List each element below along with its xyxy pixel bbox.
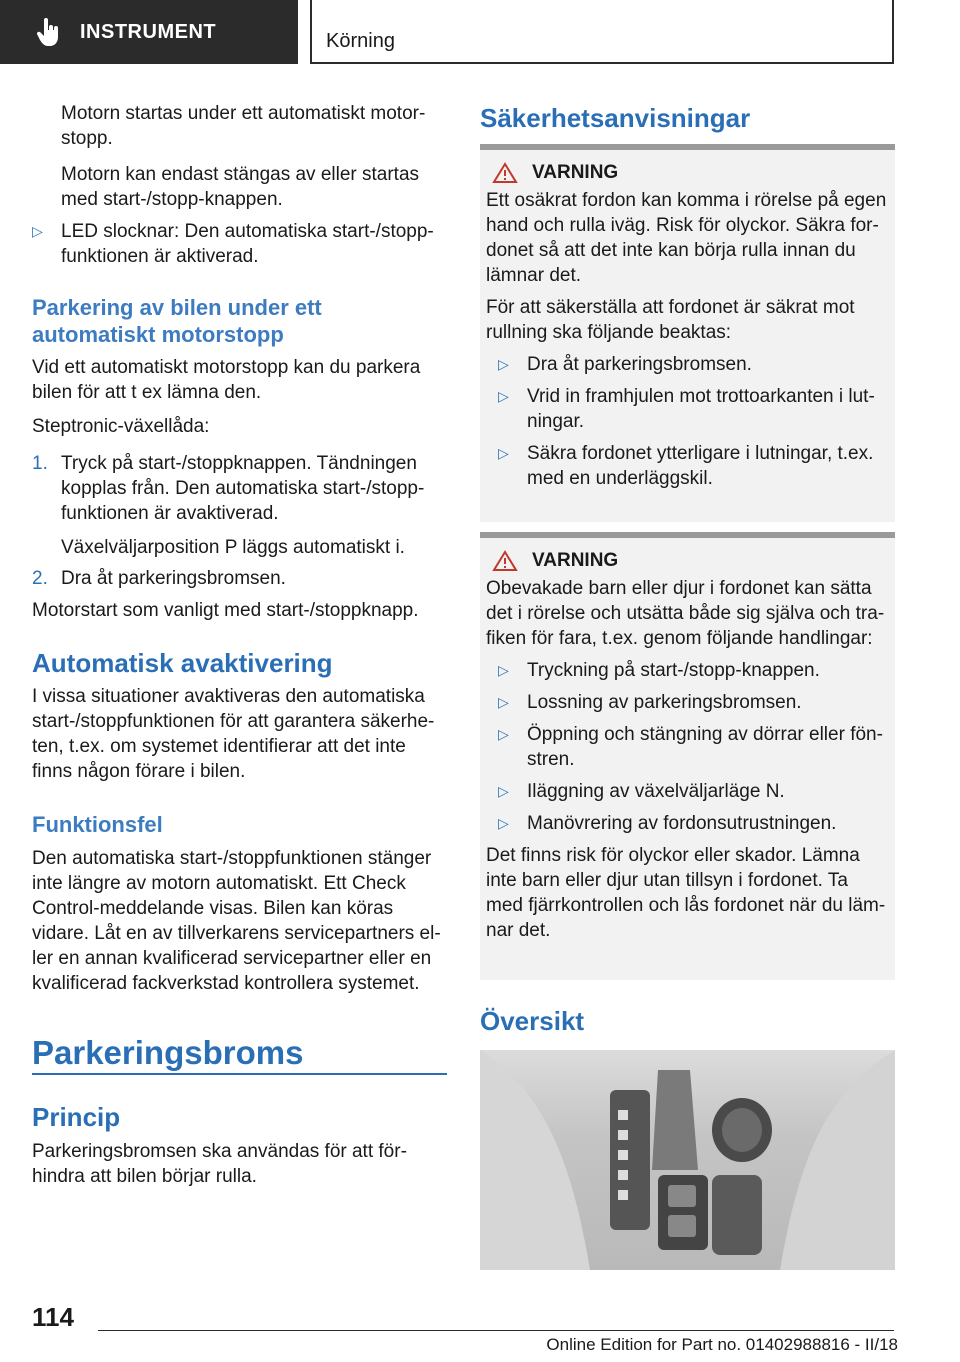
chapter-heading: Parkeringsbroms — [32, 1034, 304, 1071]
triangle-bullet-icon: ▷ — [498, 356, 509, 372]
list-item-text: Manövrering av fordonsutrustningen. — [527, 813, 837, 834]
triangle-bullet-icon: ▷ — [32, 223, 43, 239]
list-item — [486, 722, 887, 772]
triangle-bullet-icon: ▷ — [498, 388, 509, 404]
list-item-text: Lossning av parkeringsbromsen. — [527, 692, 802, 713]
list-item — [32, 451, 447, 526]
list-item-text: Tryckning på start-/stopp-knappen. — [527, 660, 820, 681]
paragraph: Det finns risk för olyckor eller skador. Lämna inte barn eller djur utan tillsyn i fordonet. Ta med fjärrkontrollen och lås fordonet när du läm-nar det. — [486, 845, 886, 941]
list-item-text: Vrid in framhjulen mot trottoarkanten i lut-ningar. — [527, 386, 875, 432]
list-item — [486, 352, 887, 377]
list-item-text: Tryck på start-/stoppknappen. Tändningen kopplas från. Den automatiska start-/stopp-funktionen är avaktiverad. — [61, 453, 425, 524]
paragraph: Motorn startas under ett automatiskt motor-stopp. — [61, 103, 426, 149]
triangle-bullet-icon: ▷ — [498, 694, 509, 710]
section-heading: Översikt — [480, 1006, 585, 1036]
list-item — [32, 566, 447, 591]
list-item — [486, 811, 887, 836]
chapter-label: Körning — [326, 30, 395, 52]
warning-box — [480, 144, 895, 522]
chapter-box — [310, 0, 894, 64]
warning-label: VARNING — [532, 550, 619, 571]
triangle-bullet-icon: ▷ — [498, 783, 509, 799]
heading-rule — [32, 1073, 447, 1075]
triangle-bullet-icon: ▷ — [498, 662, 509, 678]
list-item-text: Dra åt parkeringsbromsen. — [527, 354, 752, 375]
triangle-bullet-icon: ▷ — [498, 815, 509, 831]
warning-title — [486, 550, 887, 572]
gear-selector-photo — [480, 1050, 895, 1270]
list-item-text: Iläggning av växelväljarläge N. — [527, 781, 785, 802]
step-number: 1. — [32, 453, 48, 474]
subheading: Funktionsfel — [32, 812, 163, 837]
paragraph: Steptronic-växellåda: — [32, 416, 210, 437]
paragraph: Motorn kan endast stängas av eller startas med start-/stopp-knappen. — [61, 164, 420, 210]
section-heading: Säkerhetsanvisningar — [480, 103, 751, 133]
hand-pointer-icon — [28, 12, 68, 52]
section-tab — [0, 0, 298, 64]
subheading: Parkering av bilen under ett automatiskt motorstopp — [32, 295, 322, 347]
paragraph: Ett osäkrat fordon kan komma i rörelse på egen hand och rulla iväg. Risk för olyckor. Säkra for-donet så att det inte kan börja rulla innan du lämnar det. — [486, 190, 887, 286]
paragraph: Vid ett automatiskt motorstopp kan du parkera bilen för att t ex lämna den. — [32, 357, 421, 403]
list-item — [486, 779, 887, 804]
list-item-text: Dra åt parkeringsbromsen. — [61, 568, 286, 589]
step-number: 2. — [32, 568, 48, 589]
center-console-illustration — [480, 1050, 895, 1270]
section-heading: Princip — [32, 1102, 121, 1132]
list-item-text: Säkra fordonet ytterligare i lutningar, t.ex. med en underläggskil. — [527, 443, 874, 489]
list-item — [486, 690, 887, 715]
warning-triangle-icon — [492, 162, 518, 184]
section-label: INSTRUMENT — [80, 20, 217, 43]
list-item-text: LED slocknar: Den automatiska start-/stopp-funktionen är aktiverad. — [61, 221, 434, 267]
paragraph: Obevakade barn eller djur i fordonet kan sätta det i rörelse och utsätta både sig själva och tra-fiken för fara, t.ex. genom följande handlingar: — [486, 578, 885, 649]
triangle-bullet-icon: ▷ — [498, 445, 509, 461]
paragraph: Växelväljarposition P läggs automatiskt i. — [61, 537, 405, 558]
section-heading: Automatisk avaktivering — [32, 648, 333, 678]
paragraph: Parkeringsbromsen ska användas för att för-hindra att bilen börjar rulla. — [32, 1141, 407, 1187]
list-item — [486, 384, 887, 434]
page-number: 114 — [32, 1302, 74, 1332]
warning-title — [486, 162, 887, 184]
edition-text: Online Edition for Part no. 01402988816 - II/18 — [546, 1335, 898, 1354]
list-item — [486, 658, 887, 683]
list-item — [486, 441, 887, 491]
paragraph: För att säkerställa att fordonet är säkrat mot rullning ska följande beaktas: — [486, 297, 855, 343]
warning-triangle-icon — [492, 550, 518, 572]
list-item-text: Öppning och stängning av dörrar eller fön-stren. — [527, 724, 883, 770]
paragraph: I vissa situationer avaktiveras den automatiska start-/stoppfunktionen för att garantera säkerhe-ten, t.ex. om systemet identifierar att det inte finns någon förare i bilen. — [32, 686, 435, 782]
footer-rule — [98, 1330, 894, 1331]
paragraph: Den automatiska start-/stoppfunktionen stänger inte längre av motorn automatiskt. Ett Check Control-meddelande visas. Bilen kan köras vidare. Låt en av tillverkarens servicepartners el-ler en annan kvalificerad servicepartner eller en kvalificerad fackverkstad kontrollera systemet. — [32, 848, 441, 994]
warning-label: VARNING — [532, 162, 619, 183]
triangle-bullet-icon: ▷ — [498, 726, 509, 742]
list-item — [32, 219, 447, 269]
warning-box — [480, 532, 895, 980]
paragraph: Motorstart som vanligt med start-/stoppknapp. — [32, 600, 419, 621]
